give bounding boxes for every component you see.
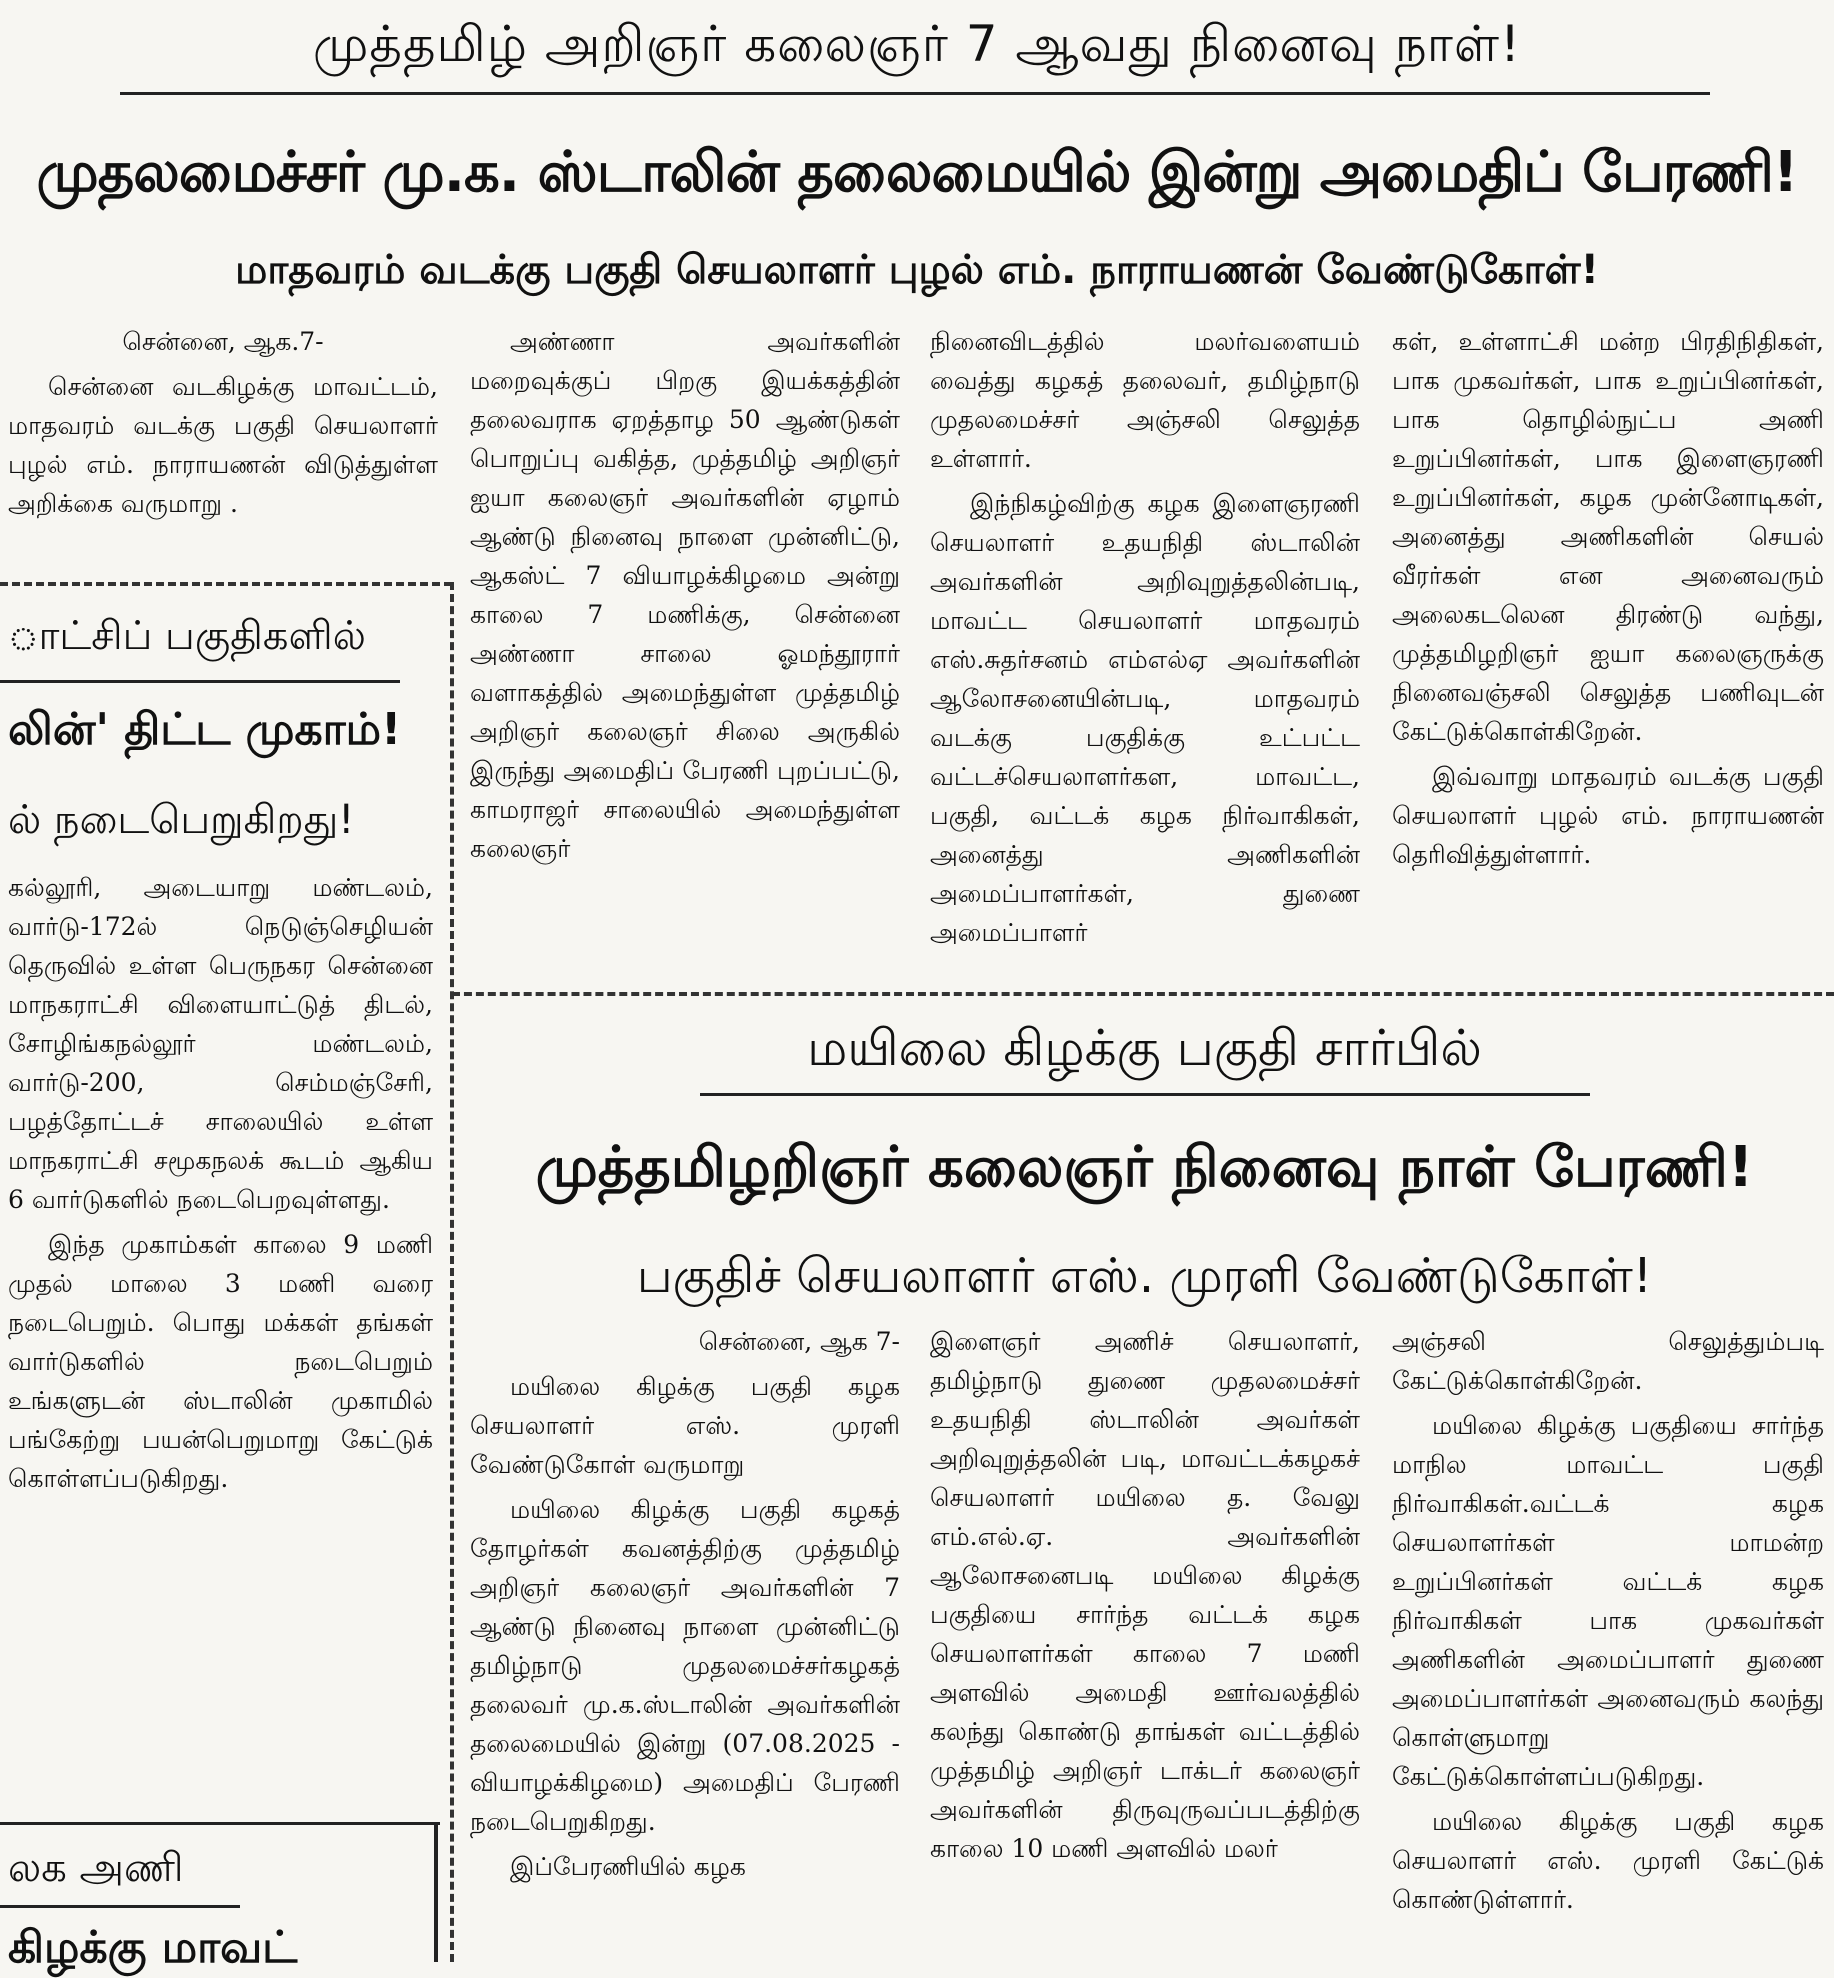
story1-column-1: [8, 322, 438, 529]
bottom-left-headline: கிழக்கு மாவட்: [8, 1922, 298, 1973]
story2-paragraph: மயிலை கிழக்கு பகுதியை சார்ந்த மாநில மாவட்ட பகுதி நிர்வாகிகள்.வட்டக் கழக செயலாளர்கள் மாமன்ற உறுப்பினர்கள் வட்டக் கழக நிர்வாகிகள் பாக முகவர்கள் அணிகளின் அமைப்பாளர் துணை அமைப்பாளர்கள் அனைவரும் கலந்து கொள்ளுமாறு கேட்டுக்கொள்ளப்படுகிறது.: [1392, 1411, 1824, 1791]
story1-column-3: [930, 322, 1360, 958]
left-box-right-border: [450, 582, 454, 1962]
story2-kicker-underline: [700, 1093, 1590, 1096]
story2-column-1: [470, 1322, 900, 1892]
story2-dateline: சென்னை, ஆக 7-: [698, 1327, 900, 1356]
story1-column-2: [470, 322, 900, 874]
story1-paragraph: நினைவிடத்தில் மலர்வளையம் வைத்து கழகத் தலைவர், தமிழ்நாடு முதலமைச்சர் அஞ்சலி செலுத்த உள்ளார்.: [930, 327, 1360, 473]
left-box-top-border: [0, 582, 452, 586]
story1-paragraph: இந்நிகழ்விற்கு கழக இளைஞரணி செயலாளர் உதயநிதி ஸ்டாலின் அவர்களின் அறிவுறுத்தலின்படி, மாவட்ட செயலாளர் மாதவரம் எஸ்.சுதர்சனம் எம்எல்ஏ அவர்களின் ஆலோசனையின்படி, மாதவரம் வடக்கு பகுதிக்கு உட்பட்ட வட்டச்செயலாளர்கள, மாவட்ட, பகுதி, வட்டக் கழக நிர்வாகிகள், அனைத்து அணிகளின் அமைப்பாளர்கள், துணை அமைப்பாளர்: [930, 489, 1360, 947]
left-story-subhead: ல் நடைபெறுகிறது!: [8, 797, 355, 843]
story2-column-3: [1392, 1322, 1824, 1925]
left-story-headline: லின்' திட்ட முகாம்!: [8, 704, 402, 755]
story2-column-2: [930, 1322, 1360, 1874]
story2-paragraph: மயிலை கிழக்கு பகுதி கழக செயலாளர் எஸ். முரளி வேண்டுகோள் வருமாறு: [470, 1372, 900, 1479]
left-story-body: [8, 868, 433, 1504]
story2-kicker: மயிலை கிழக்கு பகுதி சார்பில்: [807, 1019, 1482, 1077]
story2-paragraph: இளைஞர் அணிச் செயலாளர், தமிழ்நாடு துணை முதலமைச்சர் உதயநிதி ஸ்டாலின் அவர்கள் அறிவுறுத்தலின் படி, மாவட்டக்கழகச் செயலாளர் மயிலை த. வேலு எம்.எல்.ஏ. அவர்களின் ஆலோசனைபடி மயிலை கிழக்கு பகுதியை சார்ந்த வட்டக் கழக செயலாளர்கள் காலை 7 மணி அளவில் அமைதி ஊர்வலத்தில் கலந்து கொண்டு தாங்கள் வட்டத்தில் முத்தமிழ் அறிஞர் டாக்டர் கலைஞர் அவர்களின் திருவுருவப்படத்திற்கு காலை 10 மணி அளவில் மலர்: [930, 1327, 1360, 1863]
left-story-rule: [0, 680, 400, 683]
bottom-left-box-top: [0, 1822, 440, 1825]
story1-headline: முதலமைச்சர் மு.க. ஸ்டாலின் தலைமையில் இன்று அமைதிப் பேரணி!: [36, 140, 1798, 205]
left-story-paragraph: இந்த முகாம்கள் காலை 9 மணி முதல் மாலை 3 மணி வரை நடைபெறும். பொது மக்கள் தங்கள் வார்டுகளில் நடைபெறும் உங்களுடன் ஸ்டாலின் முகாமில் பங்கேற்று பயன்பெறுமாறு கேட்டுக் கொள்ளப்படுகிறது.: [8, 1230, 433, 1493]
story2-paragraph: இப்பேரணியில் கழக: [510, 1852, 746, 1881]
left-story-kicker: ாட்சிப் பகுதிகளில்: [8, 613, 366, 659]
section-divider: [452, 992, 1834, 996]
left-story-paragraph: கல்லூரி, அடையாறு மண்டலம், வார்டு-172ல் நெடுஞ்செழியன் தெருவில் உள்ள பெருநகர சென்னை மாநகராட்சி விளையாட்டுத் திடல், சோழிங்கநல்லூர் மண்டலம், வார்டு-200, செம்மஞ்சேரி, பழத்தோட்டச் சாலையில் உள்ள மாநகராட்சி சமூகநலக் கூடம் ஆகிய 6 வார்டுகளில் நடைபெறவுள்ளது.: [8, 873, 433, 1214]
story2-subhead: பகுதிச் செயலாளர் எஸ். முரளி வேண்டுகோள்!: [636, 1248, 1653, 1304]
story1-paragraph: கள், உள்ளாட்சி மன்ற பிரதிநிதிகள், பாக முகவர்கள், பாக உறுப்பினர்கள், பாக தொழில்நுட்ப அணி உறுப்பினர்கள், பாக இளைஞரணி உறுப்பினர்கள், கழக முன்னோடிகள், அனைத்து அணிகளின் செயல் வீரர்கள் என அனைவரும் அலைகடலென திரண்டு வந்து, முத்தமிழறிஞர் ஐயா கலைஞருக்கு நினைவஞ்சலி செலுத்த பணிவுடன் கேட்டுக்கொள்கிறேன்.: [1392, 327, 1824, 746]
story1-dateline: சென்னை, ஆக.7-: [122, 327, 324, 356]
bottom-left-box-right: [434, 1822, 438, 1962]
bottom-left-rule: [0, 1905, 240, 1908]
story1-paragraph: சென்னை வடகிழக்கு மாவட்டம், மாதவரம் வடக்கு பகுதி செயலாளர் புழல் எம். நாராயணன் விடுத்துள்ள அறிக்கை வருமாறு .: [8, 372, 438, 518]
story2-paragraph: அஞ்சலி செலுத்தும்படி கேட்டுக்கொள்கிறேன்.: [1392, 1327, 1824, 1395]
kicker-underline: [120, 92, 1710, 95]
story2-paragraph: மயிலை கிழக்கு பகுதி கழகத் தோழர்கள் கவனத்திற்கு முத்தமிழ் அறிஞர் கலைஞர் அவர்களின் 7 ஆண்டு நினைவு நாளை முன்னிட்டு தமிழ்நாடு முதலமைச்சர்கழகத் தலைவர் மு.க.ஸ்டாலின் அவர்களின் தலைமையில் இன்று (07.08.2025 - வியாழக்கிழமை) அமைதிப் பேரணி நடைபெறுகிறது.: [470, 1495, 900, 1836]
story1-paragraph: அண்ணா அவர்களின் மறைவுக்குப் பிறகு இயக்கத்தின் தலைவராக ஏறத்தாழ 50 ஆண்டுகள் பொறுப்பு வகித்த, முத்தமிழ் அறிஞர் ஐயா கலைஞர் அவர்களின் ஏழாம் ஆண்டு நினைவு நாளை முன்னிட்டு, ஆகஸ்ட் 7 வியாழக்கிழமை அன்று காலை 7 மணிக்கு, சென்னை அண்ணா சாலை ஓமந்தூரார் வளாகத்தில் அமைந்துள்ள முத்தமிழ் அறிஞர் கலைஞர் சிலை அருகில் இருந்து அமைதிப் பேரணி புறப்பட்டு, காமராஜர் சாலையில் அமைந்துள்ள கலைஞர்: [470, 327, 900, 863]
story1-kicker: முத்தமிழ் அறிஞர் கலைஞர் 7 ஆவது நினைவு நாள்!: [312, 15, 1522, 73]
bottom-left-kicker: லக அணி: [8, 1845, 184, 1891]
story1-column-4: [1392, 322, 1824, 880]
story1-paragraph: இவ்வாறு மாதவரம் வடக்கு பகுதி செயலாளர் புழல் எம். நாராயணன் தெரிவித்துள்ளார்.: [1392, 762, 1824, 869]
story2-headline: முத்தமிழறிஞர் கலைஞர் நினைவு நாள் பேரணி!: [535, 1135, 1754, 1200]
story1-subhead: மாதவரம் வடக்கு பகுதி செயலாளர் புழல் எம். நாராயணன் வேண்டுகோள்!: [235, 247, 1599, 293]
story2-paragraph: மயிலை கிழக்கு பகுதி கழக செயலாளர் எஸ். முரளி கேட்டுக் கொண்டுள்ளார்.: [1392, 1807, 1824, 1914]
